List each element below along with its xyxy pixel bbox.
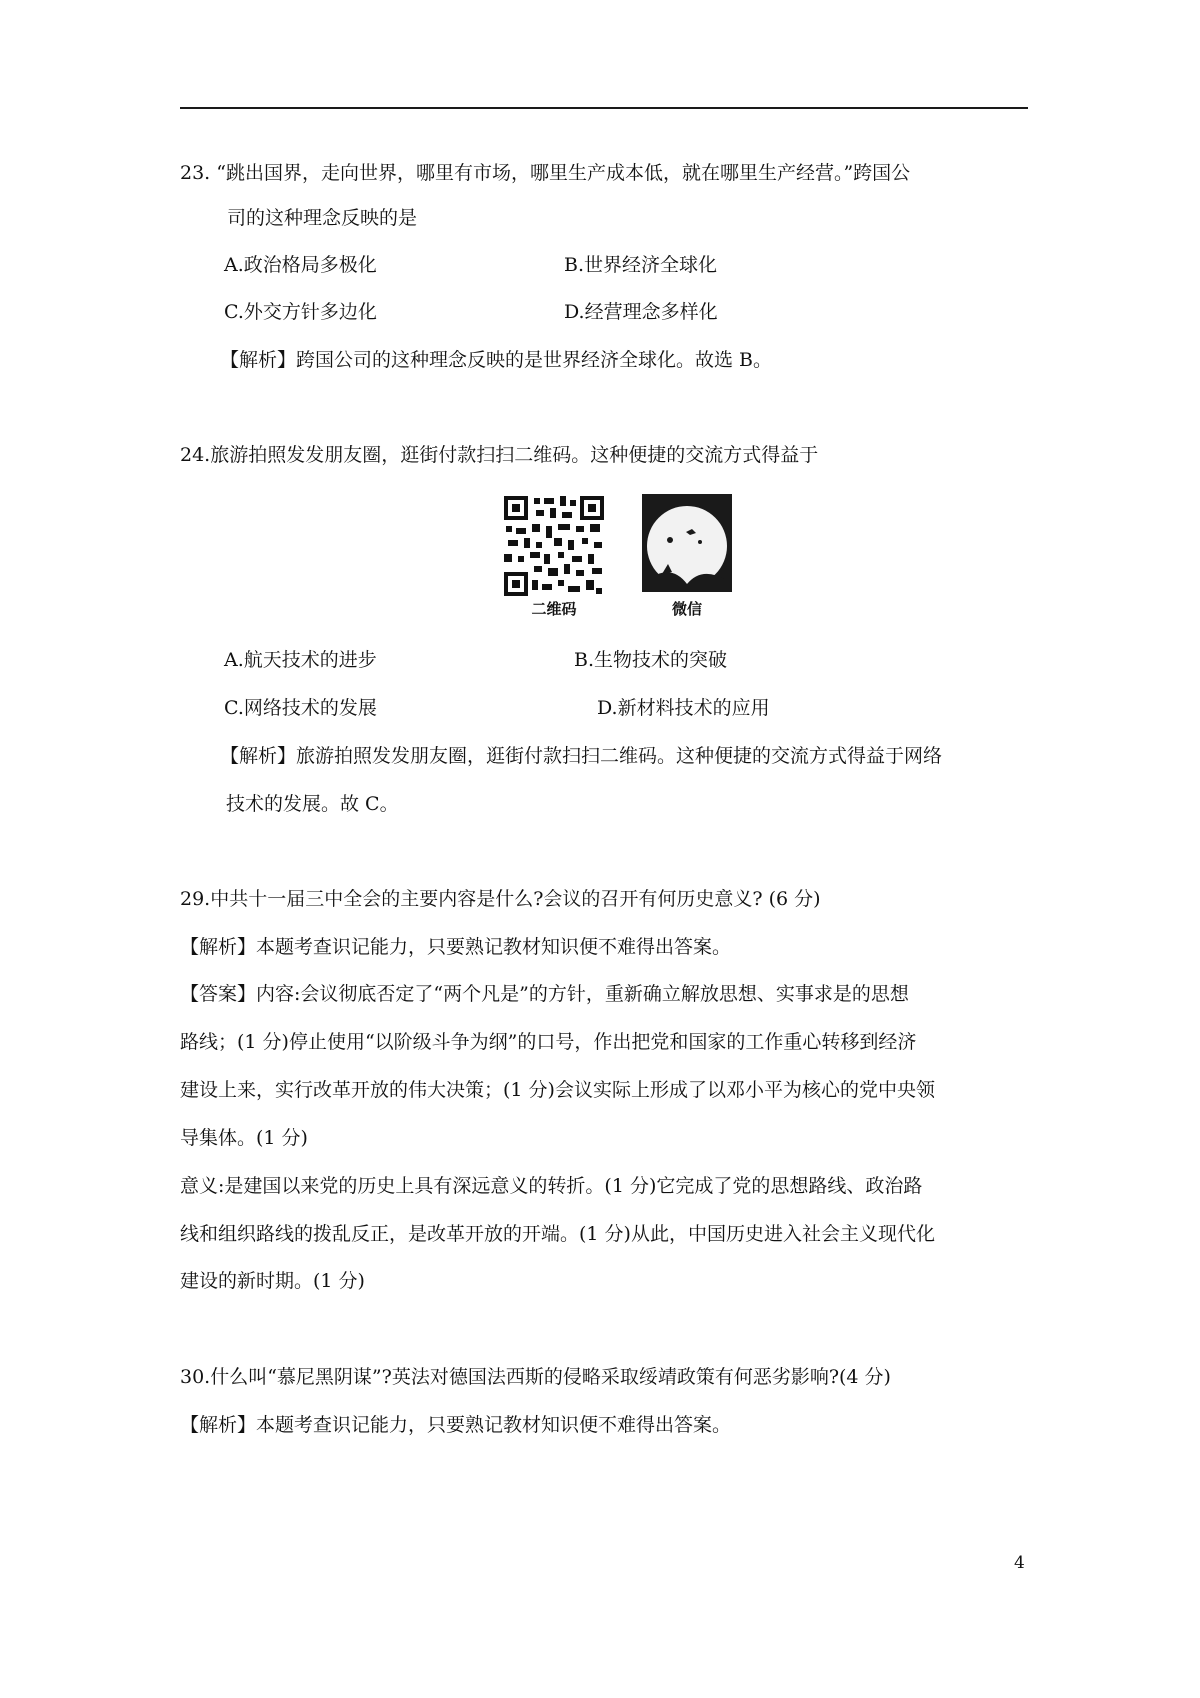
q24-stem: 24.旅游拍照发发朋友圈，逛街付款扫扫二维码。这种便捷的交流方式得益于 xyxy=(180,444,819,466)
header-rule xyxy=(180,107,1028,109)
q24-option-c: C.网络技术的发展 xyxy=(224,697,377,719)
q24-option-a: A.航天技术的进步 xyxy=(224,649,377,671)
q23-analysis: 【解析】跨国公司的这种理念反映的是世界经济全球化。故选 B。 xyxy=(220,349,773,371)
qr-code-icon xyxy=(502,494,606,598)
q24-figure xyxy=(502,494,742,624)
wechat-logo-icon xyxy=(642,494,732,592)
q23-option-b: B.世界经济全球化 xyxy=(564,254,718,276)
q29-meaning-line3: 建设的新时期。(1 分) xyxy=(180,1270,365,1292)
q29-meaning-line2: 线和组织路线的拨乱反正，是改革开放的开端。(1 分)从此，中国历史进入社会主义现代化 xyxy=(180,1223,935,1245)
q29-answer-line2: 路线；(1 分)停止使用“以阶级斗争为纲”的口号，作出把党和国家的工作重心转移到经济 xyxy=(180,1031,917,1053)
q24-option-b: B.生物技术的突破 xyxy=(574,649,728,671)
q29-answer-line1: 【答案】内容:会议彻底否定了“两个凡是”的方针，重新确立解放思想、实事求是的思想 xyxy=(180,983,909,1005)
q23-option-a: A.政治格局多极化 xyxy=(224,254,377,276)
q30-stem: 30.什么叫“慕尼黑阴谋”?英法对德国法西斯的侵略采取绥靖政策有何恶劣影响?(4 分) xyxy=(180,1366,891,1388)
q23-option-d: D.经营理念多样化 xyxy=(564,301,718,323)
q24-analysis-line2: 技术的发展。故 C。 xyxy=(226,793,399,815)
q29-answer-line4: 导集体。(1 分) xyxy=(180,1127,308,1149)
q29-answer-line3: 建设上来，实行改革开放的伟大决策；(1 分)会议实际上形成了以邓小平为核心的党中央领 xyxy=(180,1079,935,1101)
q29-meaning-line1: 意义:是建国以来党的历史上具有深远意义的转折。(1 分)它完成了党的思想路线、政治路 xyxy=(180,1175,923,1197)
q29-stem: 29.中共十一届三中全会的主要内容是什么?会议的召开有何历史意义? (6 分) xyxy=(180,888,821,910)
q24-analysis-line1: 【解析】旅游拍照发发朋友圈，逛街付款扫扫二维码。这种便捷的交流方式得益于网络 xyxy=(220,745,943,767)
wechat-caption: 微信 xyxy=(671,600,702,618)
q24-option-d: D.新材料技术的应用 xyxy=(597,697,770,719)
q23-stem-line1: 23. “跳出国界，走向世界，哪里有市场，哪里生产成本低，就在哪里生产经营。”跨国公 xyxy=(180,162,911,184)
q23-stem-line2: 司的这种理念反映的是 xyxy=(227,207,418,229)
q23-option-c: C.外交方针多边化 xyxy=(224,301,377,323)
q29-analysis: 【解析】本题考查识记能力，只要熟记教材知识便不难得出答案。 xyxy=(180,936,732,958)
page-number: 4 xyxy=(1014,1553,1025,1573)
qr-code-caption: 二维码 xyxy=(531,600,577,618)
q30-analysis: 【解析】本题考查识记能力，只要熟记教材知识便不难得出答案。 xyxy=(180,1414,732,1436)
